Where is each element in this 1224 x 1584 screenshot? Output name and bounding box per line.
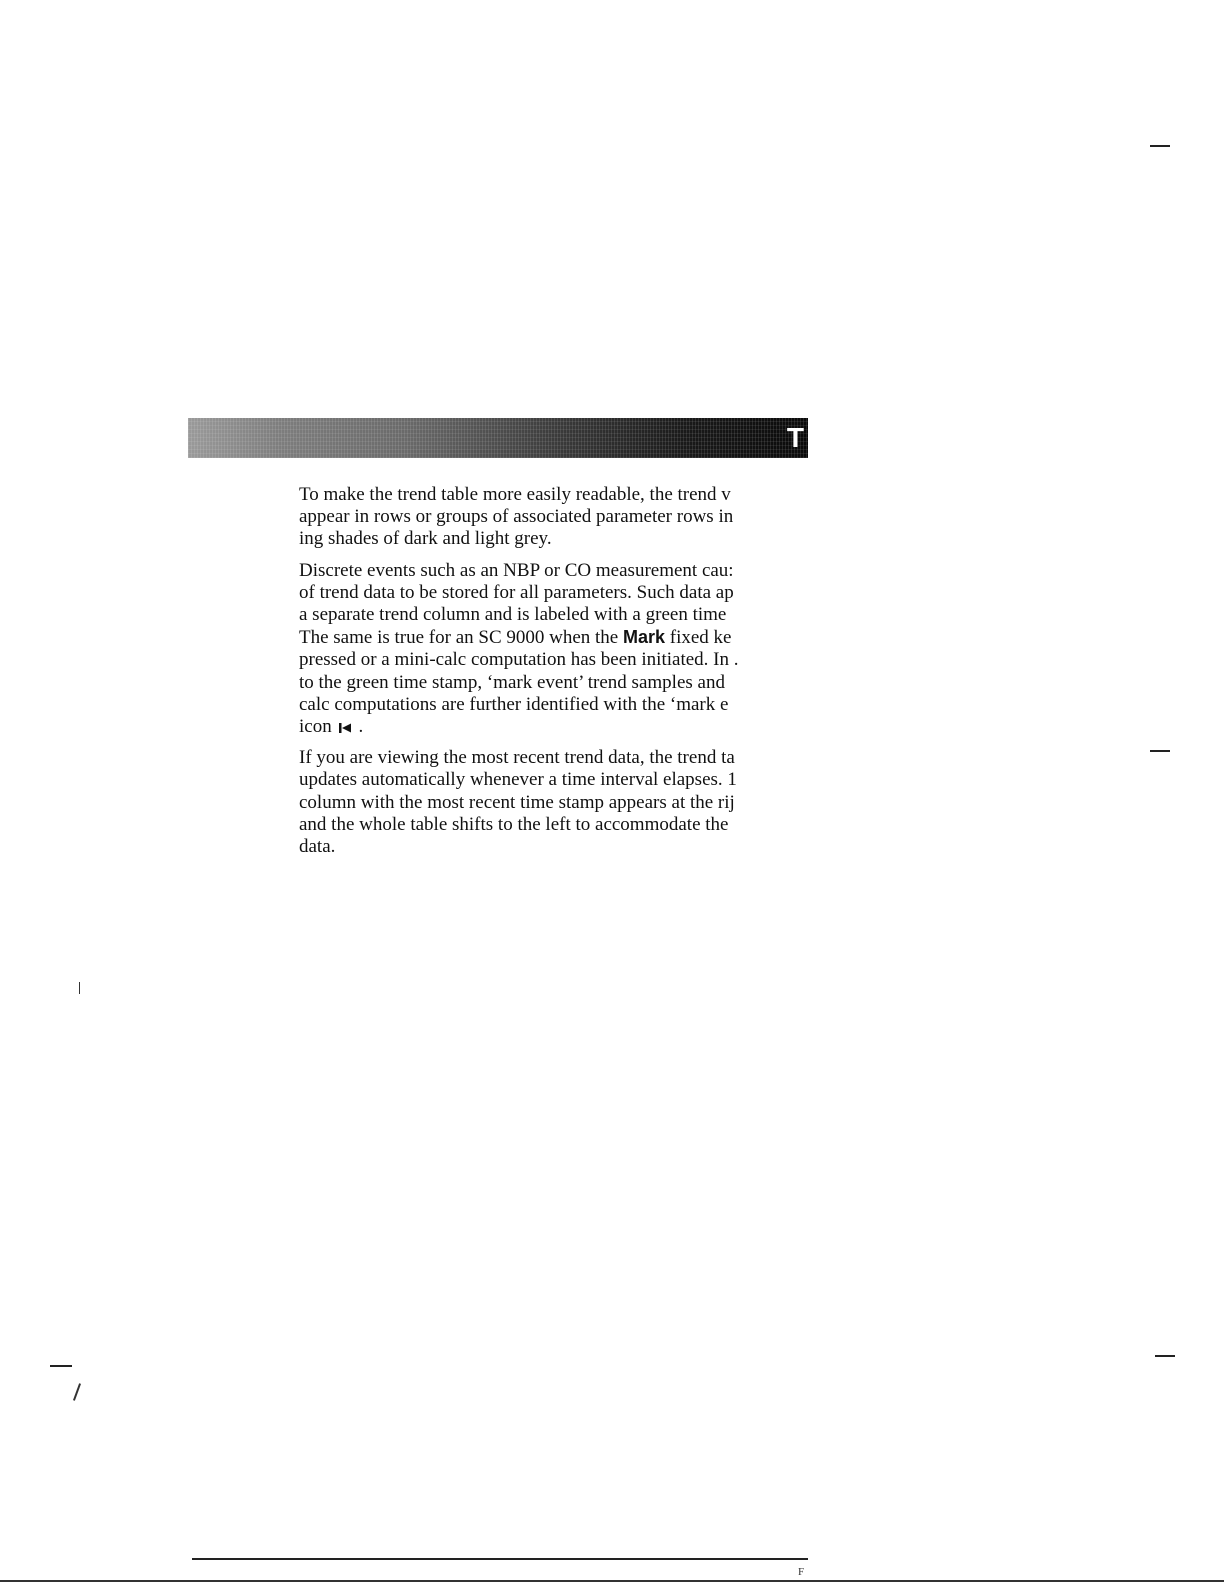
footer-rule (192, 1558, 808, 1560)
section-header-banner (188, 418, 808, 458)
text-line (299, 716, 808, 738)
text-line: and the whole table shifts to the left to accommodate the (299, 813, 729, 835)
scan-margin-mark (79, 982, 80, 994)
text-line: column with the most recent time stamp appears at the rij (299, 791, 735, 813)
body-text (299, 484, 808, 867)
scan-margin-mark (73, 1383, 81, 1401)
paragraph-auto-update (299, 747, 808, 858)
scan-margin-mark (1155, 1355, 1175, 1357)
scan-margin-mark (50, 1365, 72, 1367)
mark-key-label: Mark (622, 627, 666, 648)
text-line: calc computations are further identified with the ‘mark e (299, 693, 729, 715)
mark-event-icon (338, 722, 354, 734)
text-line (299, 626, 808, 649)
text-line: updates automatically whenever a time interval elapses. 1 (299, 769, 737, 791)
text-line: Discrete events such as an NBP or CO measurement cau: (299, 559, 734, 581)
text-fragment: fixed ke (665, 627, 732, 649)
text-line: To make the trend table more easily readable, the trend v (299, 484, 731, 505)
paragraph-discrete-events (299, 560, 808, 739)
scan-margin-mark (1150, 145, 1170, 147)
text-fragment: icon (299, 716, 332, 738)
text-fragment: The same is true for an SC 9000 when the (299, 627, 623, 649)
section-header-letter: T (786, 422, 804, 453)
text-fragment: . (353, 716, 364, 738)
text-line: If you are viewing the most recent trend data, the trend ta (299, 747, 735, 769)
text-line: appear in rows or groups of associated parameter rows in (299, 506, 734, 528)
paragraph-trend-readability (299, 484, 808, 551)
text-line: pressed or a mini-calc computation has been initiated. In . (299, 649, 739, 671)
scan-margin-mark (1150, 750, 1170, 752)
text-line: of trend data to be stored for all parameters. Such data ap (299, 581, 734, 603)
text-line: to the green time stamp, ‘mark event’ trend samples and (299, 671, 725, 693)
text-line: ing shades of dark and light grey. (299, 528, 552, 550)
page-bottom-edge (0, 1580, 1224, 1582)
text-line: a separate trend column and is labeled with a green time (299, 604, 727, 626)
text-line: data. (299, 836, 336, 858)
footer-page-marker: F (798, 1566, 805, 1578)
